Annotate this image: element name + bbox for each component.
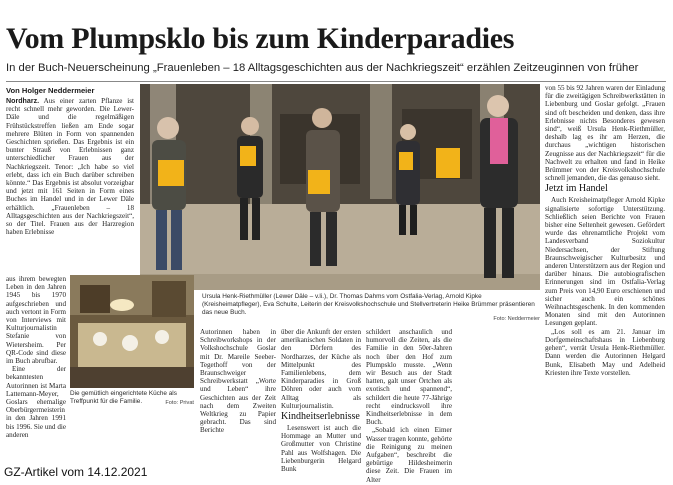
paragraph: von 55 bis 92 Jahren waren der Einladung für die zweitägigen Schreibwerkstätten in Liebenburg und Goslar gefolgt. „Frauen sind oft bescheiden und denken, dass ihre Erlebnisse nichts Besonderes gewesen sind“, weiß Ursula Henk-Riethmüller, deshalb lag es ihr am Herzen, die durchaus „wichtigen historischen Zeugnisse aus der Nachkriegszeit“ für die Nachwelt zu erhalten und fand in Heike Brümmer von der Kreisvolkshochschule schnell jemanden, die das genauso sieht. (545, 84, 665, 183)
kitchen-photo (70, 275, 194, 388)
divider (6, 81, 666, 82)
paragraph: Aus einer zarten Pflanze ist recht schnell mehr geworden. Die Lewer-Däle und die regelmäßigen Frühstückstreffen ließen am Ende sogar mehrere Blüten in Form von spannenden Geschichten sprießen. Das Ergebnis ist ein bunter Strauß von Erlebnissen ganz unterschiedlicher Frauen aus der Nachkriegszeit. Tenor: „Ich habe so viel erlebt, dass ich ein Buch darüber schreiben könnte.“ Das Ergebnis ist absolut vorzeigbar und jetzt mit 161 Seiten in Form eines Buches im Handel und in der Lewer Däle erhältlich. „Frauenleben – 18 Alltagsgeschichten aus der Nachkriegszeit“, so der Titel. Frauen aus der Harzregion haben Erlebnisse (6, 97, 134, 237)
column-4 (366, 328, 452, 484)
article-subheadline: In der Buch-Neuerscheinung „Frauenleben – 18 Alltagsgeschichten aus der Nachkriegszeit“ erzählen Zeitzeuginnen von früher (6, 62, 639, 74)
main-photo-credit: Foto: Neddermeier (493, 316, 540, 322)
paragraph: Autorinnen haben in Schreibworkshops in der Volkshochschule Goslar mit Dr. Mareile Seeber-Tegethoff von der Braunschweiger Schreibwerkstatt „Worte und Leben“ ihre Geschichten aus der Zeit nach dem Zweiten Weltkrieg zu Papier gebracht. Das sind Berichte (200, 328, 276, 435)
column-1-bottom (6, 275, 66, 460)
article-headline: Vom Plumpsklo bis zum Kinderparadies (6, 22, 515, 55)
section-heading: Jetzt im Handel (545, 183, 608, 195)
column-1-top (6, 97, 134, 273)
paragraph: Auch Kreisheimatpfleger Arnold Kipke signalisierte sofortige Unterstützung. Schließlich seien Berichte von Frauen bisher eine Seltenheit gewesen. Gefördert wurde das ehrenamtliche Projekt vom Landesverband Soziokultur Niedersachsen, der Stiftung Braunschweigischer Kulturbesitz und anderen Unterstützern aus der Region und darüber hinaus. Die autobiografischen Erinnerungen sind im Ostfalia-Verlag zum Preis von 14,90 Euro erschienen und sicher auch ein schönes Weihnachtsgeschenk. In den kommenden Monaten sind mit den Autorinnen Lesungen geplant. (545, 196, 665, 328)
kitchen-photo-caption: Die gemütlich eingerichtete Küche als Treffpunkt für die Familie. (70, 390, 177, 405)
paragraph: „Los soll es am 21. Januar im Dorfgemeinschaftshaus in Liebenburg gehen“, verrät Ursula Henk-Riethmüller. Dann werden die Autorinnen Helgard Bunk, Elisabeth May und Adelheid Kriesten ihre Texte vorstellen. (545, 327, 665, 377)
main-photo-caption: Ursula Henk-Riethmüller (Lewer Däle – v.li.), Dr. Thomas Dahms vom Ostfalia-Verlag, Arnold Kipke (Kreisheimatpfleger), Eva Schulte, Leiterin der Kreisvolkshochschule und Stellvertreterin Heike Brümmer präsentieren das neue Buch. (202, 293, 535, 316)
section-heading: Kindheitserlebnisse (281, 411, 360, 423)
paragraph: Lesenswert ist auch die Hommage an Mutter und Großmutter von Christine Pahl aus Wolfshagen. Die Liebenburgerin Helgard Bunk (281, 424, 361, 474)
kitchen-photo-credit: Foto: Privat (165, 400, 194, 406)
paragraph: Eine der bekanntesten Autorinnen ist Marta Lattemann-Meyer, Goslars ehemalige Oberbürgermeisterin in den Jahren 1991 bis 1996. Sie und die anderen (6, 365, 66, 439)
column-3 (281, 328, 361, 474)
main-photo (140, 84, 540, 290)
paragraph: „Sobald ich einen Eimer Wasser tragen konnte, gehörte die Reinigung zu meinen Aufgaben“, beschreibt die gebürtige Hildesheimerin diese Zeit. Die Frauen im Alter (366, 426, 452, 484)
byline: Von Holger Neddermeier (6, 86, 95, 95)
paragraph: schildert anschaulich und humorvoll die Zeiten, als die Familie in den 50er-Jahren noch über den Hof zum Plumpsklo musste. „Wenn wir Besuch aus der Stadt hatten, galt unser Örtchen als exotisch und spannend“, schildert die heute 77-Jährige recht eindrucksvoll ihre Kindheitserlebnisse in dem Buch. (366, 328, 452, 427)
column-2 (200, 328, 276, 460)
dateline: Nordharz. (6, 97, 40, 105)
article-date-footer: GZ-Artikel vom 14.12.2021 (4, 465, 148, 479)
column-5 (545, 84, 665, 460)
paragraph: über die Ankunft der ersten amerikanischen Soldaten in den Dörfern des Nordharzes, der Küche als Mittelpunkt des Familienlebens, dem Kinderparadies in Groß Döhren oder auch vom Alltag als Kulturjournalistin. (281, 328, 361, 410)
paragraph: aus ihrem bewegten Leben in den Jahren 1945 bis 1970 aufgeschrieben und auch vertont in Form von Interviews mit Kulturjournalistin Stefanie von Wietersheim. Per QR-Code sind diese im Buch abrufbar. (6, 275, 66, 366)
